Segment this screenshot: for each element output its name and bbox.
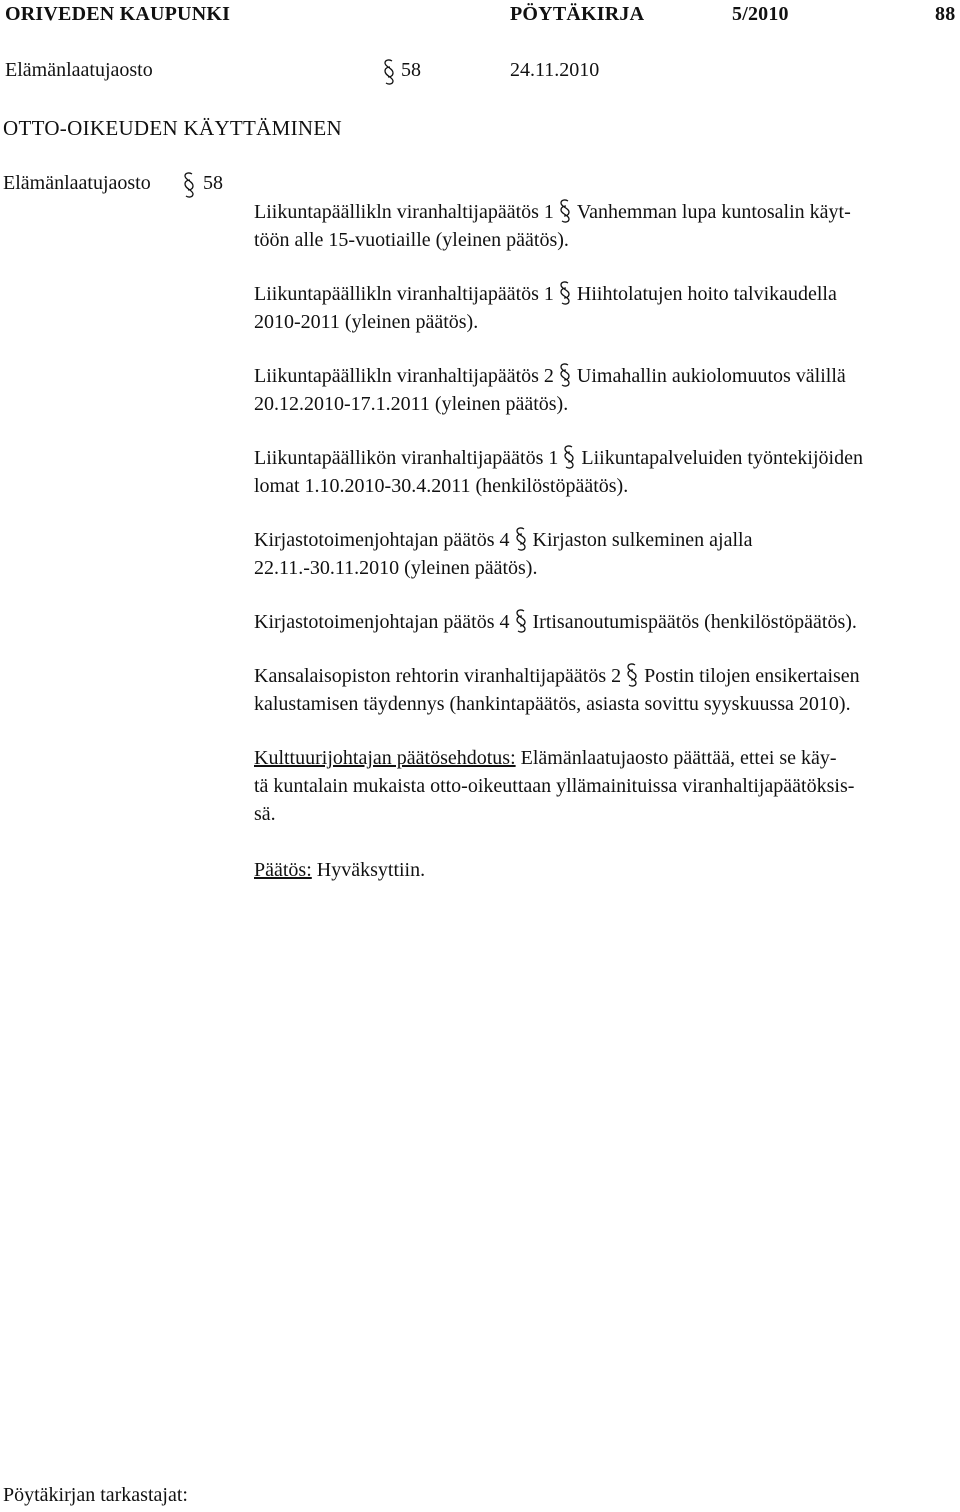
decision-subject: Postin tilojen ensikertaisen <box>644 665 860 687</box>
section-sign-icon <box>514 608 528 634</box>
decision-subject: Kirjaston sulkeminen ajalla <box>532 529 753 551</box>
decision-maker: Liikuntapäällikln viranhaltijapäätös 1 <box>254 283 554 305</box>
decision-item <box>254 662 958 718</box>
meeting-date: 24.11.2010 <box>510 59 600 81</box>
decision-subject-cont: kalustamisen täydennys (hankintapäätös, asiasta sovittu syyskuussa 2010). <box>254 693 851 715</box>
page-number: 88 <box>935 3 956 25</box>
decision-item <box>254 444 958 500</box>
proposal-text: Elämänlaatujaosto päättää, ettei se käy- <box>520 747 837 769</box>
decision-subject-cont: 2010-2011 (yleinen päätös). <box>254 311 479 333</box>
decision-maker: Liikuntapäällikln viranhaltijapäätös 2 <box>254 365 554 387</box>
decision-item <box>254 198 958 254</box>
decision-maker: Liikuntapäällikön viranhaltijapäätös 1 <box>254 447 559 469</box>
proposal-paragraph <box>254 744 958 828</box>
section-sign-icon <box>514 526 528 552</box>
decision-subject-cont: lomat 1.10.2010-30.4.2011 (henkilöstöpäätös). <box>254 475 629 497</box>
decision-subject-cont: 20.12.2010-17.1.2011 (yleinen päätös). <box>254 393 569 415</box>
decision-maker: Kirjastotoimenjohtajan päätös 4 <box>254 611 510 633</box>
reference-committee: Elämänlaatujaosto <box>3 172 151 194</box>
section-sign-icon <box>558 362 572 388</box>
decision-item <box>254 608 958 636</box>
reference-section-number: 58 <box>203 172 223 194</box>
municipality-name: ORIVEDEN KAUPUNKI <box>5 3 231 25</box>
decision-label: Päätös: <box>254 859 312 881</box>
decision-subject: Hiihtolatujen hoito talvikaudella <box>576 283 837 305</box>
decision-text: Hyväksyttiin. <box>316 859 426 881</box>
decision-item <box>254 280 958 336</box>
section-sign-icon <box>382 58 396 86</box>
document-number: 5/2010 <box>732 3 789 25</box>
proposal-text-end: sä. <box>254 803 276 825</box>
decision-subject: Vanhemman lupa kuntosalin käyt- <box>576 201 851 223</box>
committee-name: Elämänlaatujaosto <box>5 59 153 81</box>
section-number: 58 <box>401 59 421 81</box>
decision-subject-cont: 22.11.-30.11.2010 (yleinen päätös). <box>254 557 538 579</box>
decision-item <box>254 362 958 418</box>
section-sign-icon <box>562 444 576 470</box>
proposal-label: Kulttuurijohtajan päätösehdotus: <box>254 747 516 769</box>
decision-subject: Irtisanoutumispäätös (henkilöstöpäätös). <box>532 611 857 633</box>
section-sign-icon <box>182 171 196 199</box>
minutes-checkers-label: Pöytäkirjan tarkastajat: <box>3 1484 188 1506</box>
decision-subject: Uimahallin aukiolomuutos välillä <box>576 365 846 387</box>
decision-item <box>254 526 958 582</box>
decision-paragraph <box>254 856 958 884</box>
decision-maker: Kansalaisopiston rehtorin viranhaltijapäätös 2 <box>254 665 622 687</box>
section-sign-icon <box>558 198 572 224</box>
section-sign-icon <box>625 662 639 688</box>
document-type: PÖYTÄKIRJA <box>510 3 645 25</box>
page-title: OTTO-OIKEUDEN KÄYTTÄMINEN <box>3 116 342 140</box>
section-sign-icon <box>558 280 572 306</box>
decision-maker: Kirjastotoimenjohtajan päätös 4 <box>254 529 510 551</box>
proposal-text-cont: tä kuntalain mukaista otto-oikeuttaan yllämainituissa viranhaltijapäätöksis- <box>254 775 855 797</box>
decision-subject-cont: töön alle 15-vuotiaille (yleinen päätös). <box>254 229 569 251</box>
decision-subject: Liikuntapalveluiden työntekijöiden <box>581 447 863 469</box>
decision-list <box>254 198 958 910</box>
decision-maker: Liikuntapäällikln viranhaltijapäätös 1 <box>254 201 554 223</box>
